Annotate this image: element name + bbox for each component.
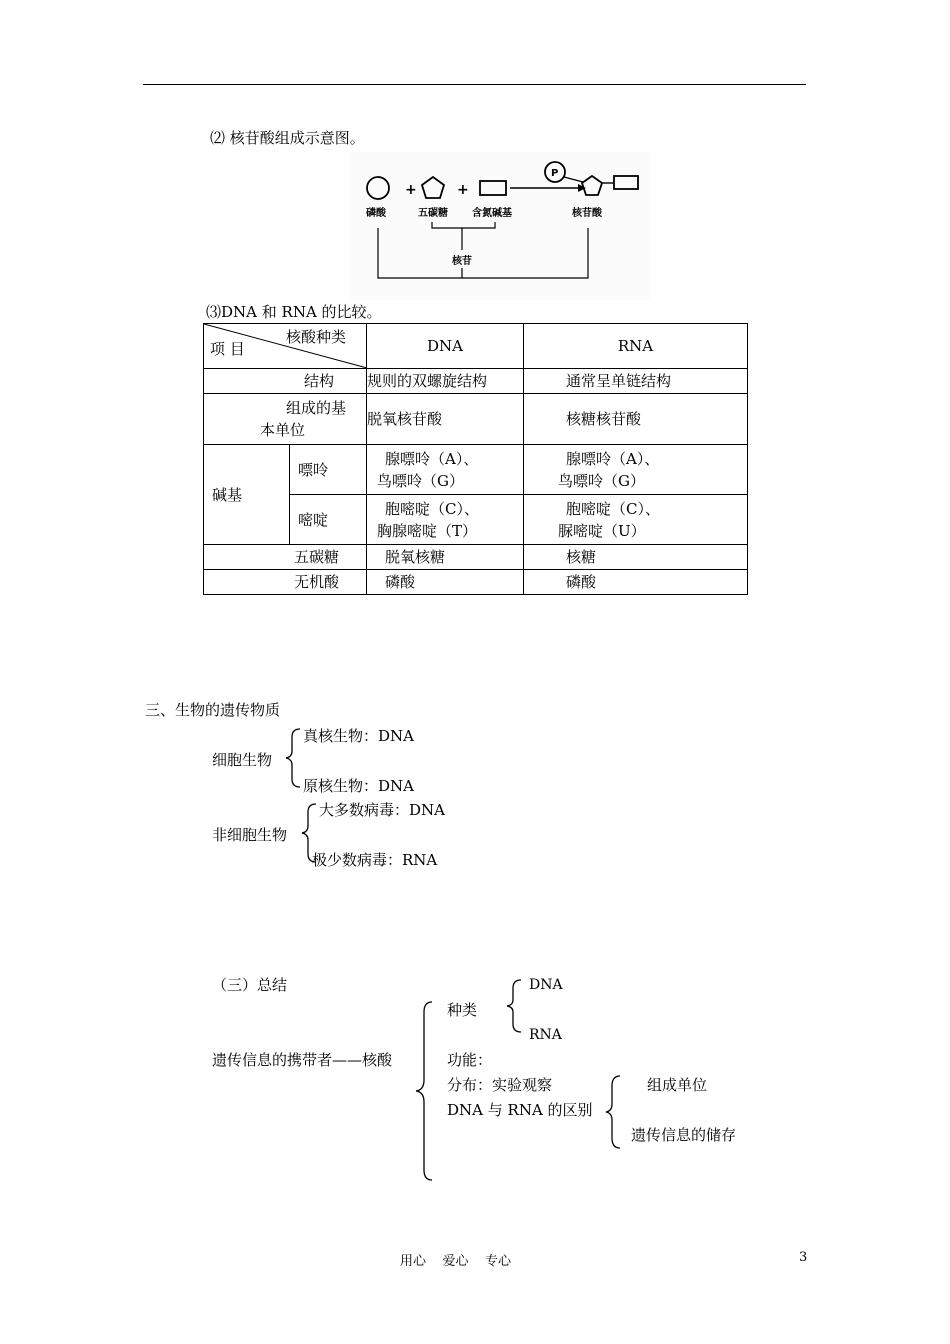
cell-rna-structure: 通常呈单链结构 (524, 369, 748, 394)
cell-rna-unit: 核糖核苷酸 (524, 394, 748, 445)
comparison-title: ⑶DNA 和 RNA 的比较。 (206, 303, 382, 321)
row-label-acid: 无机酸 (204, 570, 367, 595)
label-phosphate: 磷酸 (366, 208, 386, 219)
dna-pyrimidine-line2: 胸腺嘧啶（T） (377, 521, 478, 540)
row-label-unit-line1: 组成的基 (286, 399, 347, 417)
most-virus-item: 大多数病毒：DNA (319, 801, 445, 819)
label-nucleoside: 核苷 (452, 256, 472, 267)
row-label-pyrimidine: 嘧啶 (290, 495, 367, 545)
cell-rna-acid: 磷酸 (524, 570, 748, 595)
row-label-sugar: 五碳糖 (204, 545, 367, 570)
dna-pyrimidine-line1: 胞嘧啶（C）、 (385, 499, 479, 518)
row-label-unit-line2: 本单位 (260, 421, 306, 439)
plus-sign-1: + (405, 182, 417, 198)
cell-dna-purine (367, 445, 524, 495)
table-header-row (204, 324, 748, 369)
table-row (204, 545, 748, 570)
plus-sign-2: + (457, 182, 469, 198)
footer-motto: 用心 爱心 专心 (400, 1254, 512, 1269)
dna-purine-line2: 鸟嘌呤（G） (377, 471, 464, 490)
few-virus-item: 极少数病毒：RNA (312, 851, 438, 869)
rna-pyrimidine-line1: 胞嘧啶（C）、 (566, 499, 660, 518)
genetic-material-heading: 三、生物的遗传物质 (145, 701, 281, 719)
corner-bottom-label: 项 目 (210, 340, 245, 358)
page-number: 3 (799, 1250, 808, 1265)
summary-heading: （三）总结 (212, 976, 288, 994)
corner-top-label: 核酸种类 (286, 328, 347, 346)
kind-dna: DNA (529, 977, 563, 993)
diff-item-storage: 遗传信息的储存 (631, 1126, 737, 1144)
eukaryote-item: 真核生物：DNA (303, 727, 414, 745)
label-sugar: 五碳糖 (418, 208, 448, 219)
cell-rna-purine (524, 445, 748, 495)
column-header-dna: DNA (367, 324, 524, 369)
table-row (204, 369, 748, 394)
dna-purine-line1: 腺嘌呤（A）、 (385, 449, 479, 468)
rna-purine-line2: 鸟嘌呤（G） (558, 471, 645, 490)
cell-rna-pyrimidine (524, 495, 748, 545)
rna-purine-line1: 腺嘌呤（A）、 (566, 449, 660, 468)
diagram-title: ⑵ 核苷酸组成示意图。 (210, 129, 365, 147)
table-corner-cell (204, 324, 367, 369)
row-label-unit (204, 394, 367, 445)
table-row (204, 394, 748, 445)
brace-difference-icon (604, 1074, 624, 1150)
cell-dna-sugar: 脱氧核糖 (367, 545, 524, 570)
brace-kinds-icon (505, 978, 525, 1034)
cell-dna-unit: 脱氧核苷酸 (367, 394, 524, 445)
noncell-organism-label: 非细胞生物 (212, 826, 288, 844)
label-nucleotide: 核苷酸 (572, 208, 602, 219)
diff-item-unit: 组成单位 (647, 1076, 708, 1094)
row-label-structure: 结构 (204, 369, 367, 394)
nucleotide-diagram (350, 152, 650, 304)
cell-dna-acid: 磷酸 (367, 570, 524, 595)
kind-rna: RNA (529, 1027, 562, 1043)
cell-organism-label: 细胞生物 (212, 751, 273, 769)
cell-dna-structure: 规则的双螺旋结构 (367, 369, 524, 394)
difference-label: DNA 与 RNA 的区别 (447, 1101, 593, 1119)
label-base: 含氮碱基 (472, 208, 512, 219)
row-label-purine: 嘌呤 (290, 445, 367, 495)
row-label-base: 碱基 (204, 445, 290, 545)
prokaryote-item: 原核生物：DNA (303, 777, 414, 795)
kinds-label: 种类 (447, 1001, 478, 1019)
summary-root-label: 遗传信息的携带者——核酸 (212, 1051, 393, 1069)
brace-cell-icon (284, 727, 304, 789)
column-header-rna: RNA (524, 324, 748, 369)
brace-summary-main-icon (414, 1000, 436, 1182)
distribution-label: 分布：实验观察 (447, 1076, 553, 1094)
rna-pyrimidine-line2: 脲嘧啶（U） (558, 521, 646, 540)
dna-rna-comparison-table (203, 323, 748, 595)
p-symbol: P (551, 168, 559, 179)
table-row (204, 570, 748, 595)
cell-dna-pyrimidine (367, 495, 524, 545)
cell-rna-sugar: 核糖 (524, 545, 748, 570)
table-row (204, 445, 748, 495)
function-label: 功能： (447, 1051, 493, 1069)
header-rule (143, 84, 806, 85)
